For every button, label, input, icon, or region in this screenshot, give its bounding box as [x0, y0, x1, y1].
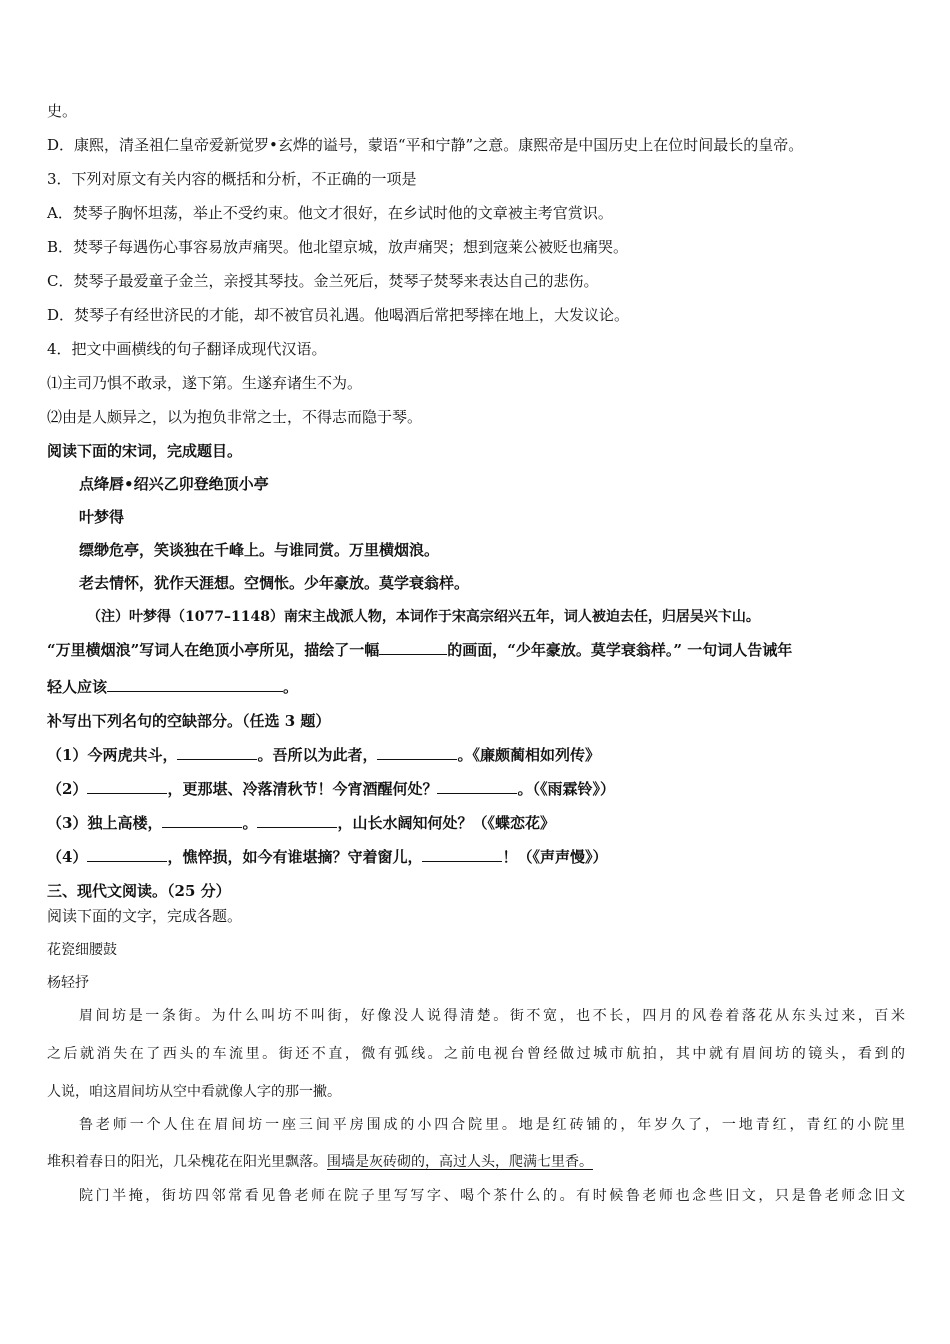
answer-blank[interactable]: [422, 847, 502, 862]
fill-text: 今两虎共斗，: [87, 746, 178, 764]
question-number: （2）: [47, 780, 88, 798]
answer-blank[interactable]: [107, 677, 283, 692]
fill-text: 。吾所以为此者，: [257, 746, 378, 764]
q2-option-d: D．康熙，清圣祖仁皇帝爱新觉罗•玄烨的谥号，蒙语“平和宁静”之意。康熙帝是中国历史上在位时间最长的皇帝。: [47, 136, 804, 154]
fill-text: 独上高楼，: [87, 814, 163, 832]
paragraph-2-text: 堆积着春日的阳光，几朵槐花在阳光里飘落。: [47, 1154, 327, 1170]
paragraph-2-line-1: 鲁老师一个人住在眉间坊一座三间平房围成的小四合院里。地是红砖铺的，年岁久了，一地青红，青红的小院里: [79, 1117, 905, 1133]
poem-question-part-2: 的画面，“少年豪放。莫学衰翁样。” 一句词人告诫年: [447, 641, 793, 659]
answer-blank[interactable]: [87, 847, 167, 862]
q3-option-d: D．焚琴子有经世济民的才能，却不被官员礼遇。他喝酒后常把琴摔在地上，大发议论。: [47, 306, 630, 324]
q3-option-b: B．焚琴子每遇伤心事容易放声痛哭。他北望京城，放声痛哭；想到寇莱公被贬也痛哭。: [47, 238, 629, 256]
fill-text: ，山长水阔知何处？（《蝶恋花》: [337, 814, 555, 832]
fill-question-2: [47, 779, 615, 799]
answer-blank[interactable]: [162, 813, 242, 828]
question-number: （1）: [47, 746, 88, 764]
answer-blank[interactable]: [177, 745, 257, 760]
poem-question-line-2: [47, 677, 298, 697]
paragraph-1-line-2: 之后就消失在了西头的车流里。街还不直，微有弧线。之前电视台曾经做过城市航拍，其中就有眉间坊的镜头，看到的: [47, 1046, 905, 1062]
fill-text: ，憔悴损，如今有谁堪摘？守着窗儿，: [167, 848, 423, 866]
poem-title: 点绛唇•绍兴乙卯登绝顶小亭: [79, 475, 269, 493]
article-title: 花瓷细腰鼓: [47, 942, 117, 958]
fill-text: 。（《雨霖铃》）: [517, 780, 615, 798]
question-number: （3）: [47, 814, 88, 832]
fill-text: 。《廉颇蔺相如列传》: [457, 746, 600, 764]
paragraph-2-line-2: [47, 1152, 593, 1172]
section-3-instruction: 阅读下面的文字，完成各题。: [47, 907, 243, 925]
poem-question-end: 。: [283, 678, 299, 696]
q4-item-1: ⑴主司乃惧不敢录，遂下第。生遂弃诸生不为。: [47, 374, 363, 392]
article-author: 杨轻抒: [47, 975, 89, 991]
answer-blank[interactable]: [87, 779, 167, 794]
poem-note: （注）叶梦得（1077–1148）南宋主战派人物，本词作于宋高宗绍兴五年，词人被迫去任，归居吴兴卞山。: [87, 609, 760, 625]
poem-question-line-2-text: 轻人应该: [47, 678, 108, 696]
fill-question-1: [47, 745, 600, 765]
answer-blank[interactable]: [257, 813, 337, 828]
poem-author: 叶梦得: [79, 508, 125, 526]
q4-item-2: ⑵由是人颇异之，以为抱负非常之士，不得志而隐于琴。: [47, 408, 423, 426]
continued-text: 史。: [47, 102, 78, 120]
poem-question-line-1: [47, 640, 792, 660]
q3-option-c: C．焚琴子最爱童子金兰，亲授其琴技。金兰死后，焚琴子焚琴来表达自己的悲伤。: [47, 272, 599, 290]
q4-stem: 4．把文中画横线的句子翻译成现代汉语。: [47, 340, 327, 358]
fill-question-3: [47, 813, 555, 833]
paragraph-3-line-1: 院门半掩，街坊四邻常看见鲁老师在院子里写写字、喝个茶什么的。有时候鲁老师也念些旧文，只是鲁老师念旧文: [79, 1188, 905, 1204]
fill-text: ！（《声声慢》）: [502, 848, 608, 866]
answer-blank[interactable]: [379, 640, 447, 655]
paragraph-1-line-3: 人说，咱这眉间坊从空中看就像人字的那一撇。: [47, 1084, 341, 1100]
answer-blank[interactable]: [377, 745, 457, 760]
question-number: （4）: [47, 848, 88, 866]
q3-stem: 3．下列对原文有关内容的概括和分析，不正确的一项是: [47, 170, 417, 188]
answer-blank[interactable]: [437, 779, 517, 794]
paragraph-1-line-1: 眉间坊是一条街。为什么叫坊不叫街，好像没人说得清楚。街不宽，也不长，四月的风卷着落花从东头过来，百米: [79, 1008, 905, 1024]
q3-option-a: A．焚琴子胸怀坦荡，举止不受约束。他文才很好，在乡试时他的文章被主考官赏识。: [47, 204, 613, 222]
poem-line-2: 老去情怀，犹作天涯想。空惆怅。少年豪放。莫学衰翁样。: [79, 574, 470, 592]
underlined-sentence: 围墙是灰砖砌的，高过人头，爬满七里香。: [327, 1154, 593, 1170]
poem-instruction: 阅读下面的宋词，完成题目。: [47, 442, 243, 460]
fill-text: ，更那堪、冷落清秋节！今宵酒醒何处？: [167, 780, 438, 798]
fill-text: 。: [242, 814, 258, 832]
poem-line-1: 缥缈危亭，笑谈独在千峰上。与谁同赏。万里横烟浪。: [79, 541, 440, 559]
section-3-heading: 三、现代文阅读。（25 分）: [47, 882, 231, 900]
poem-question-part-1: “万里横烟浪”写词人在绝顶小亭所见，描绘了一幅: [47, 641, 380, 659]
fill-instruction: 补写出下列名句的空缺部分。（任选 3 题）: [47, 712, 331, 730]
fill-question-4: [47, 847, 607, 867]
